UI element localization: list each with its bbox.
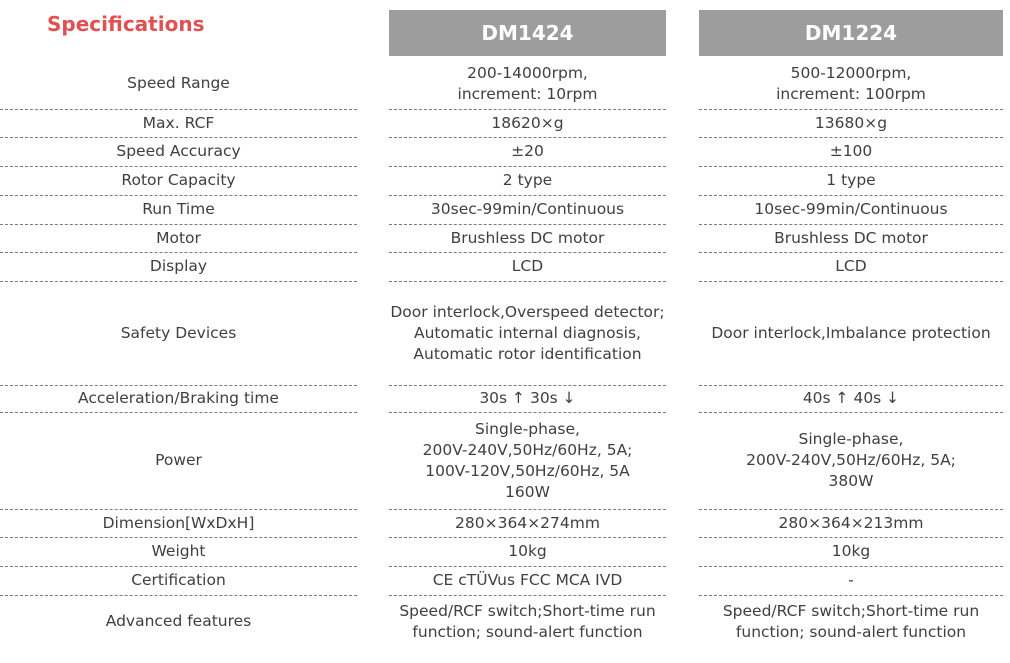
spec-row xyxy=(0,566,1010,595)
dm1424-value: 280×364×274mm xyxy=(455,513,600,532)
spec-row xyxy=(0,195,1010,224)
spec-label: Display xyxy=(149,257,208,275)
spec-row xyxy=(0,385,1010,412)
spec-label: Max. RCF xyxy=(142,113,215,132)
spec-label: Weight xyxy=(151,542,206,560)
spec-label: Safety Devices xyxy=(120,323,237,342)
spec-row xyxy=(0,412,1010,509)
dm1424-value: 30s ↑ 30s ↓ xyxy=(479,389,576,407)
dm1224-value: 10kg xyxy=(831,542,871,560)
dm1224-value: Door interlock,Imbalance protection xyxy=(711,323,991,342)
model-header-dm1424: DM1424 xyxy=(389,10,666,56)
dm1224-value: ±100 xyxy=(829,142,873,160)
dm1424-value: 10kg xyxy=(508,542,547,560)
spec-row xyxy=(0,166,1010,195)
dm1424-value: ±20 xyxy=(511,142,544,160)
dm1424-value: Single-phase, 200V-240V,50Hz/60Hz, 5A; 100V-120V,50Hz/60Hz, 5A 160W xyxy=(422,419,633,501)
spec-label: Speed Range xyxy=(127,74,230,92)
model-header-dm1224: DM1224 xyxy=(699,10,1003,56)
dm1224-value: Brushless DC motor xyxy=(774,228,928,247)
spec-row xyxy=(0,109,1010,137)
dm1424-value: Door interlock,Overspeed detector; Automatic internal diagnosis, Automatic rotor identification xyxy=(390,302,665,363)
dm1224-value: - xyxy=(848,571,854,589)
dm1424-value: 18620×g xyxy=(491,113,564,132)
dm1224-value: 40s ↑ 40s ↓ xyxy=(802,389,900,407)
dm1424-value: 30sec-99min/Continuous xyxy=(430,200,625,218)
dm1224-value: LCD xyxy=(835,257,867,275)
spec-row xyxy=(0,137,1010,166)
dm1424-value: LCD xyxy=(511,257,544,275)
spec-row xyxy=(0,537,1010,566)
spec-label: Run Time xyxy=(142,200,215,218)
dm1224-value: 280×364×213mm xyxy=(778,513,924,532)
spec-row xyxy=(0,252,1010,281)
dm1424-value: Speed/RCF switch;Short-time run function; sound-alert function xyxy=(399,601,656,641)
spec-row xyxy=(0,595,1010,648)
dm1224-value: 500-12000rpm, increment: 100rpm xyxy=(776,63,926,103)
dm1224-value: Single-phase, 200V-240V,50Hz/60Hz, 5A; 380W xyxy=(746,430,956,490)
dm1224-value: 1 type xyxy=(826,171,876,189)
dm1224-value: 13680×g xyxy=(814,113,888,132)
spec-label: Motor xyxy=(156,228,201,247)
spec-label: Advanced features xyxy=(105,612,252,630)
spec-label: Certification xyxy=(131,571,226,589)
spec-row xyxy=(0,58,1010,109)
spec-label: Rotor Capacity xyxy=(121,171,236,189)
dm1424-value: CE cTÜVus FCC MCA IVD xyxy=(432,571,623,589)
spec-label: Dimension[WxDxH] xyxy=(102,513,255,532)
spec-label: Speed Accuracy xyxy=(116,142,241,160)
spec-label: Power xyxy=(155,451,202,469)
spec-row xyxy=(0,281,1010,385)
spec-row xyxy=(0,224,1010,252)
dm1424-value: 2 type xyxy=(502,171,553,189)
spec-row xyxy=(0,509,1010,537)
dm1424-value: 200-14000rpm, increment: 10rpm xyxy=(457,63,598,103)
page-title: Specifications xyxy=(47,12,205,36)
dm1424-value: Brushless DC motor xyxy=(450,228,605,247)
spec-label: Acceleration/Braking time xyxy=(78,389,279,407)
dm1224-value: Speed/RCF switch;Short-time run function; sound-alert function xyxy=(722,601,980,641)
dm1224-value: 10sec-99min/Continuous xyxy=(754,200,948,218)
